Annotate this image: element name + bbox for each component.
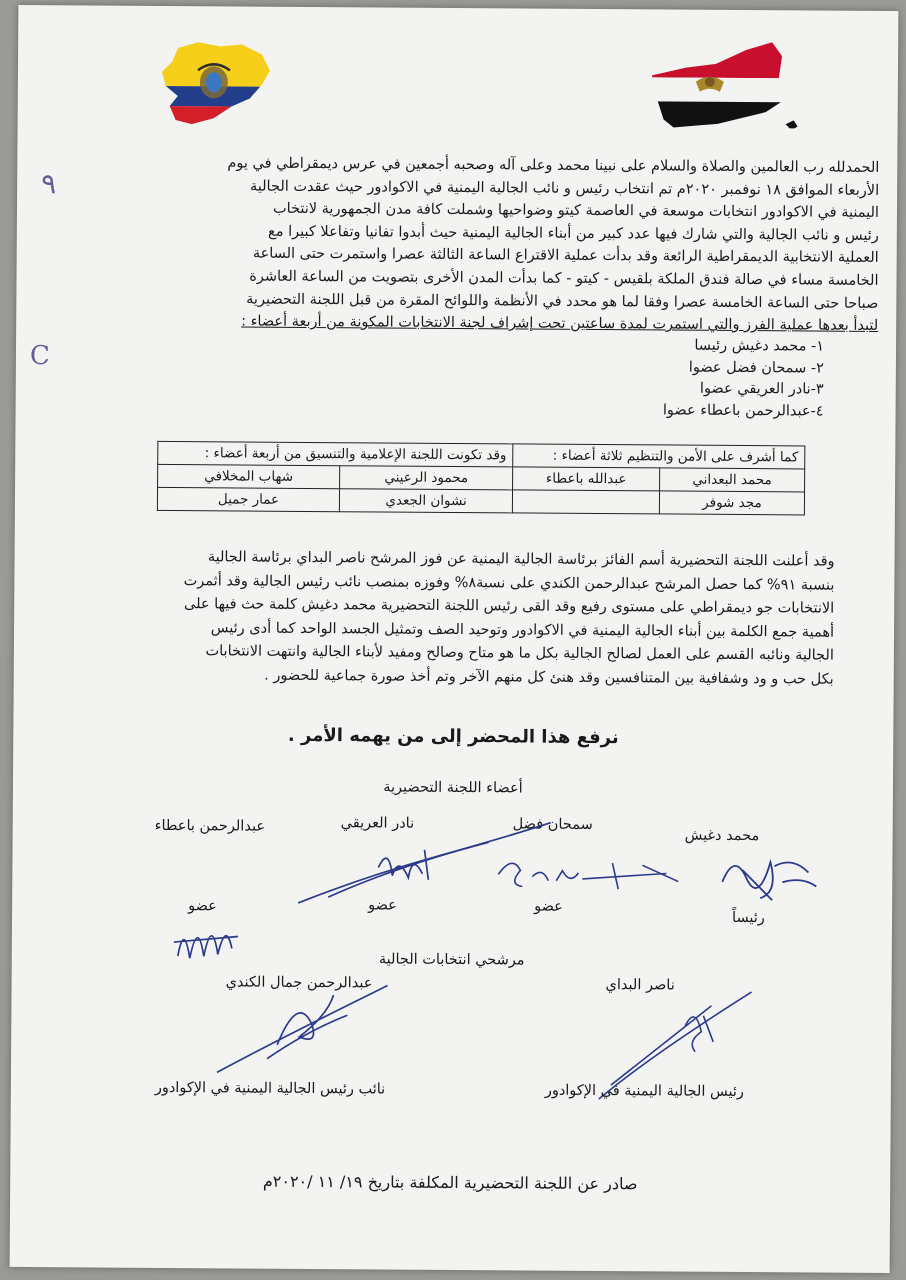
margin-mark-nine: ٩: [41, 167, 57, 201]
list-item: ٣-نادر العريقي عضوا: [699, 380, 824, 398]
member-role-samhan: عضو: [534, 898, 563, 915]
yemen-map-flag-icon: [646, 37, 807, 128]
table-cell: [513, 490, 660, 514]
signature-nader: [288, 815, 559, 913]
list-item: ١- محمد دغيش رئيسا: [694, 337, 825, 355]
intro-line: الحمدلله رب العالمين والصلاة والسلام على نبينا محمد وعلى آله وصحبه أجمعين في عرس ديمقراطي في يوم: [227, 155, 880, 176]
vice-president-role: نائب رئيس الجالية اليمنية في الإكوادور: [154, 1079, 386, 1098]
intro-line: الخامسة مساء في صالة فندق الملكة بلقيس - كيتو - كما بدأت المدن الأخرى بتصويت من الساعة العاشرة: [249, 268, 879, 289]
president-name: ناصر البداي: [605, 977, 675, 994]
member-name-nader: نادر العريقي: [340, 815, 415, 832]
intro-line: رئيس و نائب الجالية والتي شارك فيها عدد كبير من أبناء الجالية اليمنية حيث أبدوا تفانيا وتفاعلا كبيرا مع: [268, 223, 879, 244]
margin-mark-c: C: [29, 341, 50, 372]
issued-by-footer: صادر عن اللجنة التحضيرية المكلفة بتاريخ ١٩/ ١١ /٢٠٢٠م: [262, 1171, 638, 1194]
committee-title: أعضاء اللجنة التحضيرية: [383, 779, 523, 797]
table-cell: شهاب المخلافي: [158, 464, 340, 488]
ecuador-map-flag-icon: [158, 40, 279, 127]
table-cell: محمود الرعيني: [340, 466, 513, 490]
closing-statement: نرفع هذا المحضر إلى من يهمه الأمر .: [287, 724, 619, 749]
result-line: الانتخابات جو ديمقراطي على مستوى رفيع وقد القى رئيس اللجنة التحضيرية محمد دغيش كلمة حث فيها على: [183, 596, 835, 617]
list-item: ٢- سمحان فضل عضوا: [688, 359, 824, 377]
intro-line: الأربعاء الموافق ١٨ نوفمبر ٢٠٢٠م تم انتخاب رئيس و نائب الجالية اليمنية في الاكوادور حيث عقدت الجالية: [249, 178, 880, 199]
table-cell: محمد البعداني: [660, 468, 805, 492]
document-page: [10, 5, 899, 1273]
member-role-dughaish: رئيساً: [732, 909, 765, 927]
member-role-abdulrahman: عضو: [188, 898, 217, 915]
table-cell: عبدالله باعطاء: [513, 467, 660, 491]
intro-paragraph: [138, 152, 879, 338]
results-paragraph: [134, 546, 835, 692]
member-name-dughaish: محمد دغيش: [684, 827, 760, 845]
intro-line: اليمنية في الاكوادور انتخابات موسعة في العاصمة كيتو وضواحيها وشملت كافة مدن الجمهورية لانتخاب: [272, 200, 880, 222]
table-cell: نشوان الجعدي: [339, 489, 512, 513]
table-cell: مجد شوفر: [659, 491, 804, 515]
intro-line: العملية الانتخابية الديمقراطية الرائعة وقد بدأت عملية الاقتراع الساعة الثالثة عصرا واستمرت حتى الساعة: [252, 245, 879, 267]
result-line: الجالية ونائبه القسم على العمل لصالح الجالية بكل ما هو متاح وصالح ومفيد لأبناء الجالية وانتهت الانتخابات: [205, 643, 834, 664]
media-committee-header: وقد تكونت اللجنة الإعلامية والتنسيق من أربعة أعضاء :: [158, 441, 513, 466]
intro-line: صباحا حتى الساعة الخامسة عصرا وفقا لما هو محدد في الأنظمة واللوائح المقرة من قبل اللجنة التحضيرية: [246, 291, 879, 312]
security-committee-header: كما أشرف على الأمن والتنظيم ثلاثة أعضاء :: [513, 444, 805, 469]
president-role: رئيس الجالية اليمنية في الإكوادور: [544, 1082, 744, 1101]
candidates-title: مرشحي انتخابات الجالية: [378, 951, 525, 969]
table-cell: عمار جميل: [157, 487, 339, 511]
intro-line: لتبدأ بعدها عملية الفرز والتي استمرت لمدة ساعتين تحت إشراف لجنة الانتخابات المكونة من أربعة أعضاء :: [241, 313, 879, 335]
member-role-nader: عضو: [368, 897, 397, 914]
member-name-samhan: سمحان فضل: [512, 816, 593, 833]
table-row: [157, 487, 804, 515]
vice-president-name: عبدالرحمن جمال الكندي: [225, 974, 373, 992]
list-item: ٤-عبدالرحمن باعطاء عضوا: [662, 401, 824, 420]
result-line: وقد أعلنت اللجنة التحضيرية أسم الفائز برئاسة الجالية اليمنية عن فوز المرشح ناصر البداي برئاسة الجالية: [207, 549, 835, 570]
member-name-abdulrahman: عبدالرحمن باعطاء: [154, 817, 266, 835]
signature-lettering: Sam: [540, 884, 543, 886]
signature-vice-president: [207, 974, 398, 1079]
signature-dughaish: [712, 842, 822, 913]
committee-list: [663, 335, 824, 422]
result-line: بكل حب و ود وشفافية بين المتنافسين وقد هنئ كل منهم الآخر وتم أخذ صورة جماعية للحضور .: [264, 667, 834, 688]
result-line: بنسبة ٩١% كما حصل المرشح عبدالرحمن الكندي على نسبة٨% وفوزه بمنصب نائب رئيس الجالية وقد أثمرت: [183, 572, 835, 594]
result-line: أهمية جمع الكلمة بين أبناء الجالية اليمنية في الاكوادور وتوحيد الصف وتمثيل الجسد الواحد كما أدى رئيس: [210, 619, 835, 641]
committees-table: [157, 441, 805, 516]
